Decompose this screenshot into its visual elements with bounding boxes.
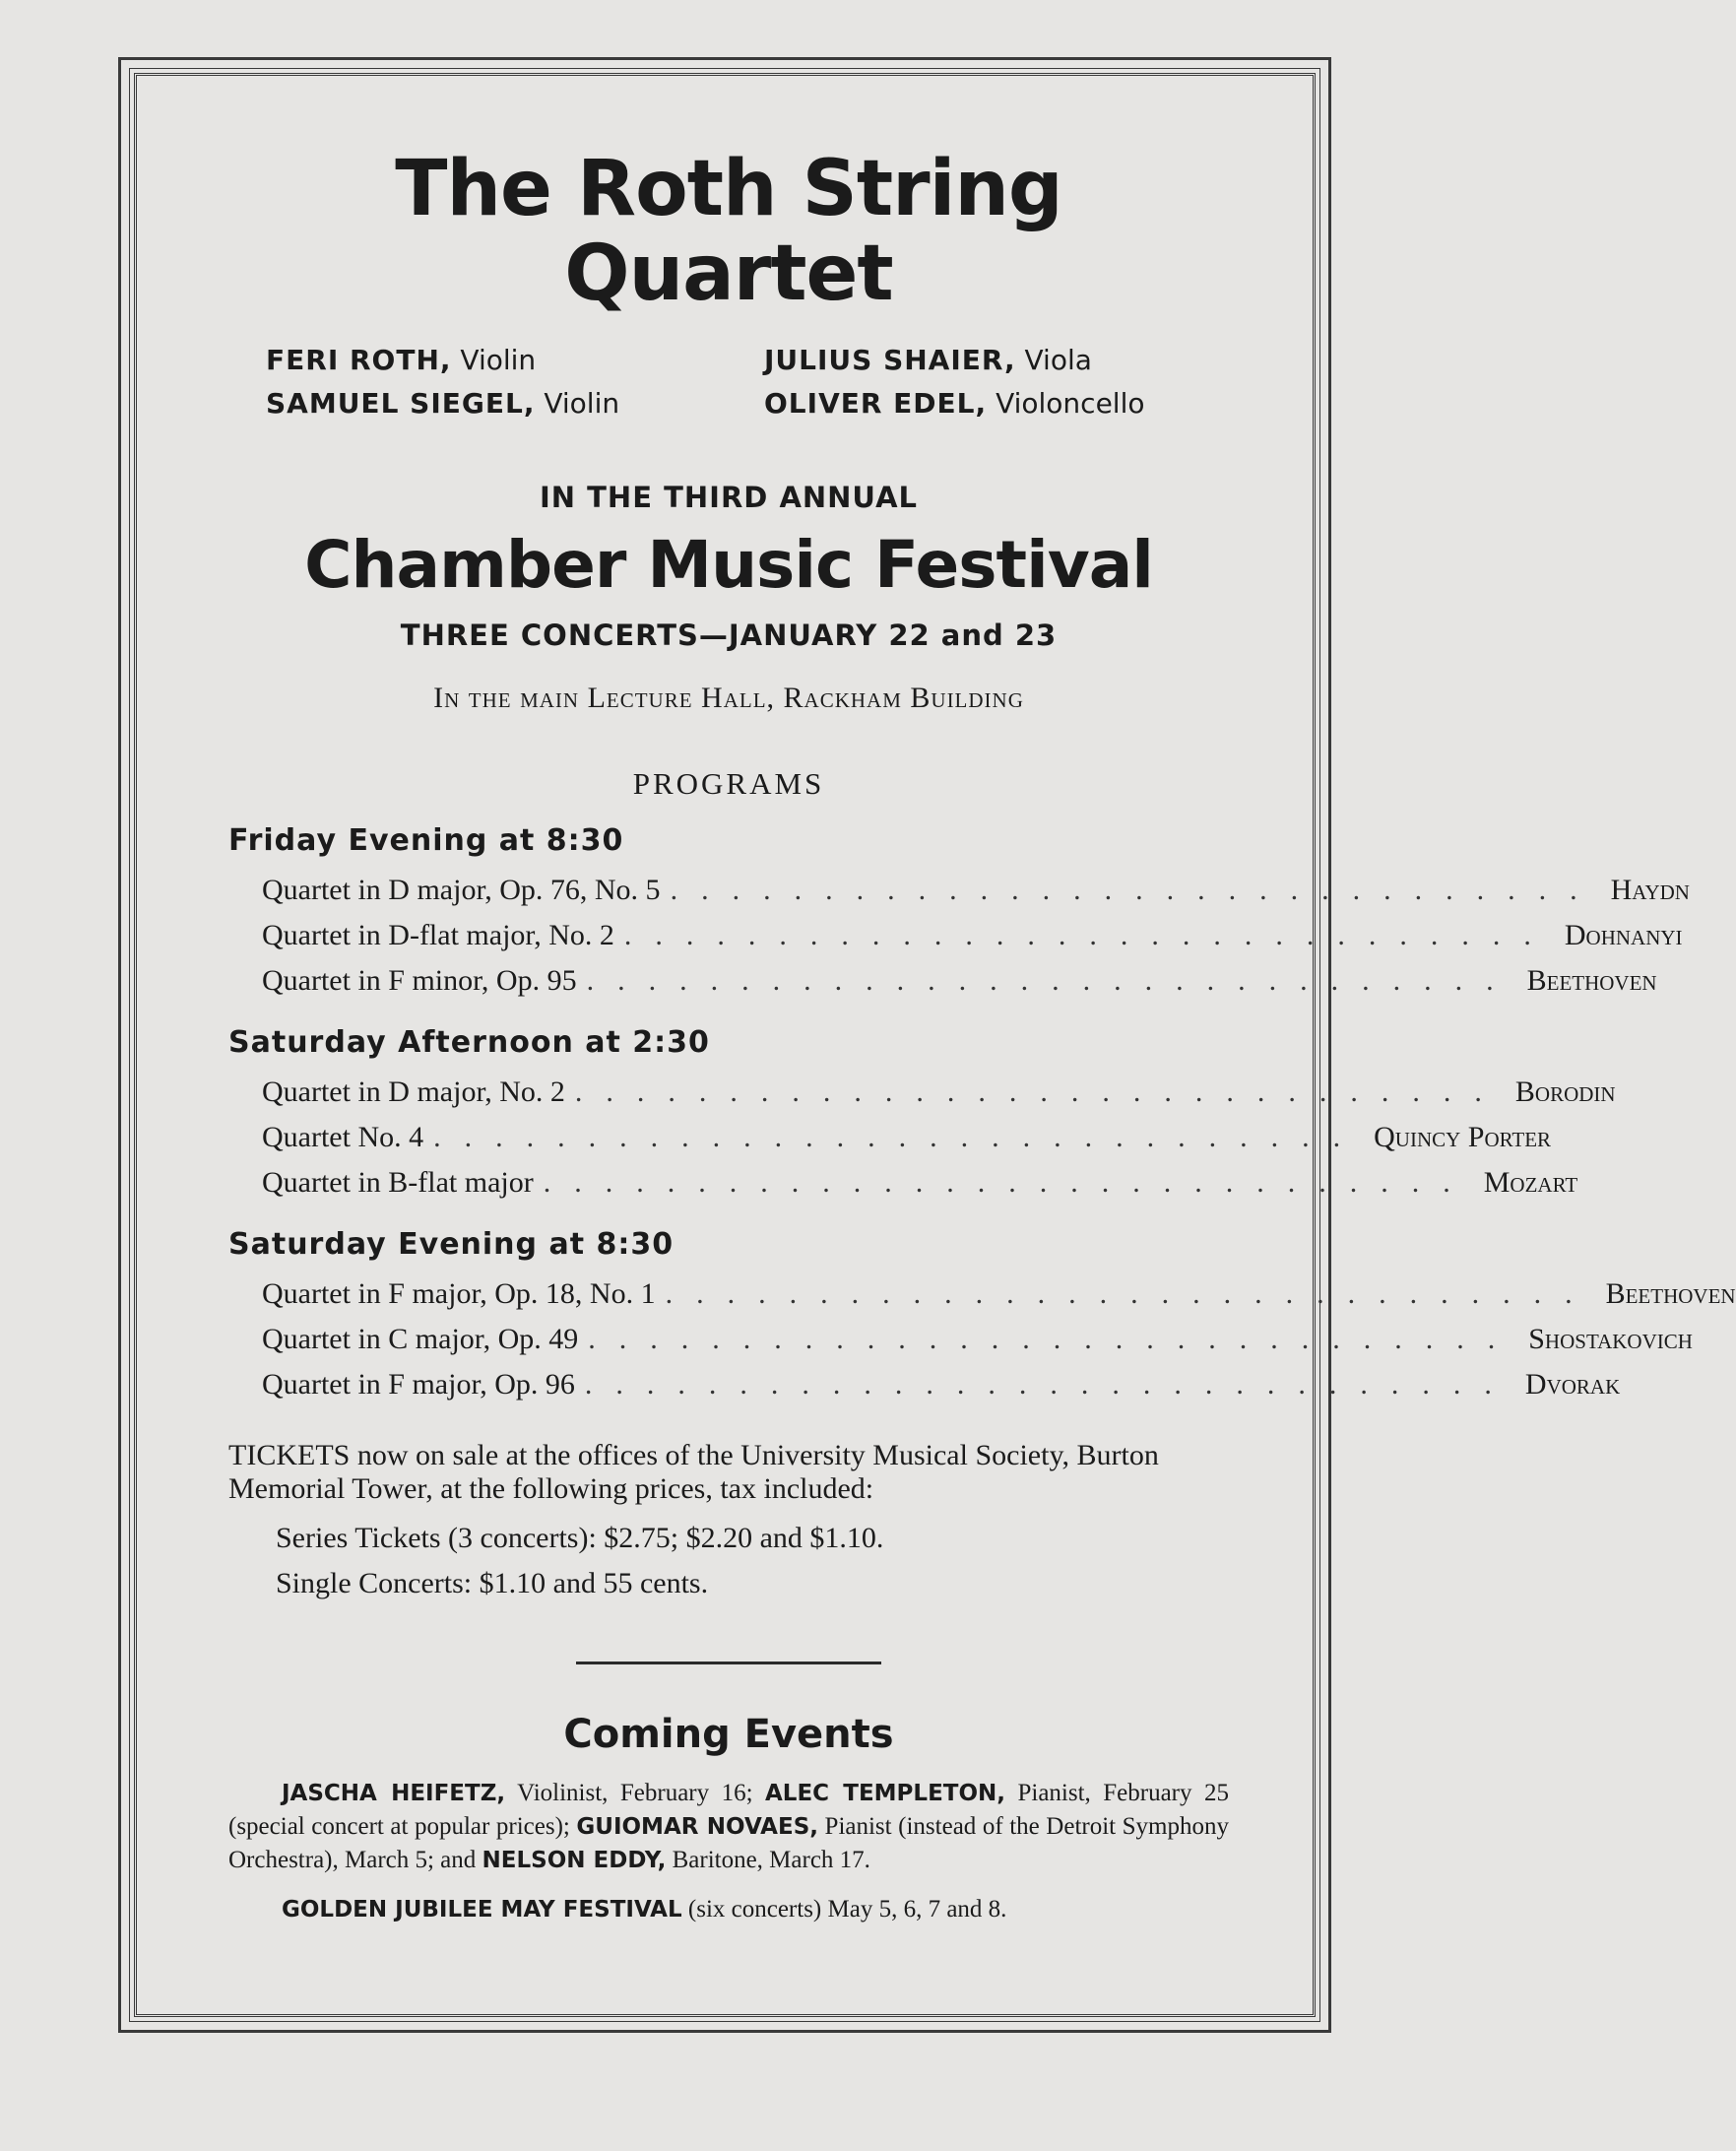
dot-leader: .............................. (588, 1323, 1519, 1356)
program-item (262, 1271, 1736, 1317)
program-section (228, 1227, 1736, 1407)
program-item (262, 958, 1657, 1004)
program-item (262, 1317, 1693, 1362)
program-item (262, 1115, 1552, 1160)
dot-leader: .............................. (586, 964, 1517, 998)
coming-events-text: JASCHA HEIFETZ, Violinist, February 16; ALEC TEMPLETON, Pianist, February 25 (special concert at popular prices); GUIOMAR NOVAES, Pianist (instead of the Detroit Symphony Orchestra), March 5; and NELSON EDDY, Baritone, March 17. (228, 1780, 1230, 1874)
divider (576, 1662, 881, 1664)
work-title: Quartet No. 4 (262, 1121, 424, 1154)
programs-heading: PROGRAMS (632, 766, 825, 802)
work-title: Quartet in F major, Op. 96 (262, 1368, 575, 1401)
composer: Borodin (1514, 1076, 1616, 1109)
program-heading: Friday Evening at 8:30 (228, 823, 624, 859)
program-item (262, 868, 1690, 913)
composer: Quincy Porter (1374, 1121, 1552, 1154)
dot-leader: .............................. (584, 1368, 1515, 1401)
member: SAMUEL SIEGEL, Violin (266, 386, 620, 420)
program-page (228, 145, 1736, 1926)
dot-leader: .............................. (574, 1076, 1506, 1109)
concert-dates: THREE CONCERTS—JANUARY 22 and 23 (400, 619, 1058, 653)
work-title: Quartet in C major, Op. 49 (262, 1323, 579, 1356)
program-heading: Saturday Evening at 8:30 (228, 1227, 675, 1263)
member: OLIVER EDEL, Violoncello (764, 386, 1145, 420)
program-item (262, 1070, 1616, 1115)
program-section (228, 823, 1690, 1004)
program-item (262, 913, 1683, 958)
program-item (262, 1362, 1621, 1407)
work-title: Quartet in F major, Op. 18, No. 1 (262, 1277, 656, 1311)
work-title: Quartet in B-flat major (262, 1166, 534, 1200)
composer: Dohnanyi (1564, 919, 1683, 952)
dot-leader: .............................. (433, 1121, 1365, 1154)
venue: In the main Lecture Hall, Rackham Building (433, 682, 1024, 715)
member: FERI ROTH, Violin (266, 343, 537, 376)
dot-leader: .............................. (665, 1277, 1596, 1311)
series-price: Series Tickets (3 concerts): $2.75; $2.20 and $1.10. (276, 1522, 884, 1555)
ticket-prices (276, 1516, 1229, 1606)
composer: Shostakovich (1528, 1323, 1693, 1356)
composer: Mozart (1483, 1166, 1578, 1200)
member: JULIUS SHAIER, Viola (764, 343, 1092, 376)
work-title: Quartet in F minor, Op. 95 (262, 964, 577, 998)
single-price: Single Concerts: $1.10 and 55 cents. (276, 1567, 709, 1600)
work-title: Quartet in D-flat major, No. 2 (262, 919, 614, 952)
composer: Beethoven (1526, 964, 1657, 998)
composer: Beethoven (1605, 1277, 1736, 1311)
work-title: Quartet in D major, Op. 76, No. 5 (262, 874, 661, 907)
composer: Dvorak (1524, 1368, 1621, 1401)
dot-leader: .............................. (670, 874, 1601, 907)
coming-events-title: Coming Events (563, 1712, 894, 1758)
program-heading: Saturday Afternoon at 2:30 (228, 1025, 710, 1061)
work-title: Quartet in D major, No. 2 (262, 1076, 565, 1109)
programs-list (228, 823, 1736, 1407)
dot-leader: .............................. (623, 919, 1555, 952)
dot-leader: .............................. (543, 1166, 1474, 1200)
festival-subheading: IN THE THIRD ANNUAL (539, 480, 919, 514)
composer: Haydn (1610, 874, 1690, 907)
tickets-info: TICKETS now on sale at the offices of the University Musical Society, Burton Memorial Tower, at the following prices, tax included: (228, 1439, 1159, 1506)
program-section (228, 1025, 1616, 1206)
program-item (262, 1160, 1578, 1206)
may-festival-note: GOLDEN JUBILEE MAY FESTIVAL (six concerts) May 5, 6, 7 and 8. (282, 1896, 1007, 1923)
festival-title: Chamber Music Festival (304, 526, 1153, 603)
quartet-members (266, 339, 1229, 425)
page-title: The Roth String Quartet (395, 145, 1062, 318)
